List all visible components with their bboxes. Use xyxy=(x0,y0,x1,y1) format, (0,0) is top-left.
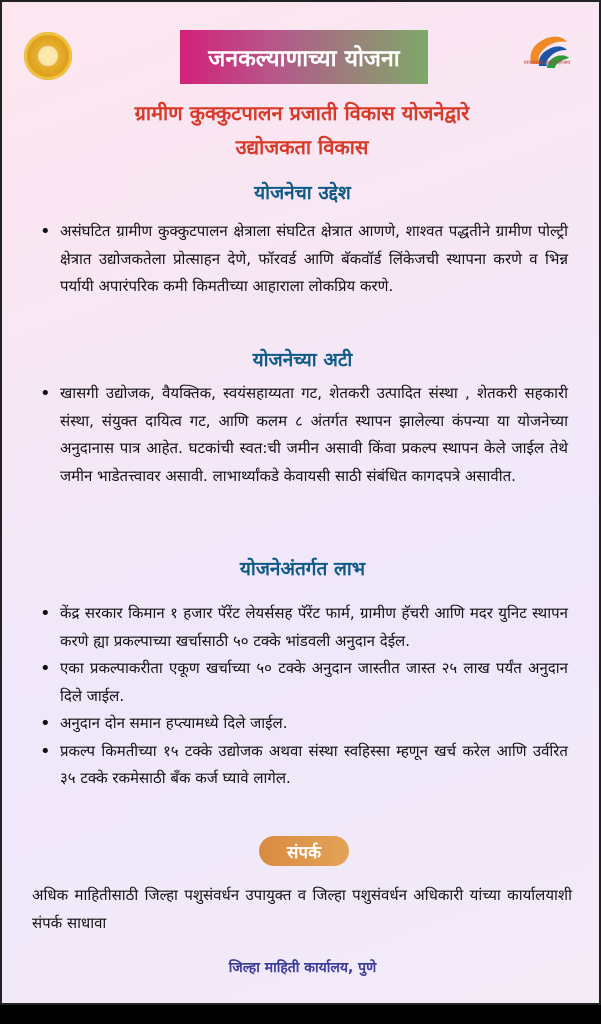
amrit-mahotsav-logo-icon xyxy=(517,24,577,76)
logo-caption: स्वातंत्र्याचा अमृत महोत्सव xyxy=(523,60,571,66)
title-line-2: उद्योजकता विकास xyxy=(235,135,369,159)
contact-label: संपर्क xyxy=(286,842,322,863)
page-title xyxy=(42,96,562,164)
contact-text: अधिक माहितीसाठी जिल्हा पशुसंवर्धन उपायुक्त व जिल्हा पशुसंवर्धन अधिकारी यांच्या कार्यालयाशी संपर्क साधावा xyxy=(32,886,572,932)
conditions-section xyxy=(38,380,568,490)
benefit-item: • केंद्र सरकार किमान १ हजार पॅरेंट लेयर्ससह पॅरेंट फार्म, ग्रामीण हॅचरी आणि मदर युनिट स्थापन करणे ह्या प्रकल्पाच्या खर्चासाठी ५० टक्के भांडवली अनुदान देईल. xyxy=(38,600,568,655)
benefit-item: • अनुदान दोन समान हप्त्यामध्ये दिले जाईल. xyxy=(38,710,568,738)
benefits-list xyxy=(38,600,568,793)
conditions-heading: योजनेच्या अटी xyxy=(252,349,353,371)
benefits-heading: योजनेअंतर्गत लाभ xyxy=(239,558,366,580)
footer-office: जिल्हा माहिती कार्यालय, पुणे xyxy=(228,960,377,976)
objective-text: • असंघटित ग्रामीण कुक्कुटपालन क्षेत्राला संघटित क्षेत्रात आणणे, शाश्वत पद्धतीने ग्रामीण पोल्ट्री क्षेत्रात उद्योजकतेला प्रोत्साहन देणे, फॉरवर्ड आणि बॅकवॉर्ड लिंकेजची स्थापना करणे व भिन्न पर्यायी अपारंपरिक कमी किमतीच्या आहाराला लोकप्रिय करणे. xyxy=(38,218,568,301)
title-line-1: ग्रामीण कुक्कुटपालन प्रजाती विकास योजनेद्वारे xyxy=(134,101,470,125)
benefit-item: • एका प्रकल्पाकरीता एकूण खर्चाच्या ५० टक्के अनुदान जास्तीत जास्त २५ लाख पर्यंत अनुदान दिले जाईल. xyxy=(38,655,568,710)
conditions-text: • खासगी उद्योजक, वैयक्तिक, स्वयंसहाय्यता गट, शेतकरी उत्पादित संस्था , शेतकरी सहकारी संस्था, संयुक्त दायित्व गट, आणि कलम ८ अंतर्गत स्थापन झालेल्या कंपन्या या योजनेच्या अनुदानास पात्र आहेत. घटकांची स्वत:ची जमीन असावी किंवा प्रकल्प स्थापन केले जाईल तेथे जमीन भाडेतत्त्वावर असावी. लाभार्थ्यांकडे केवायसी साठी संबंधित कागदपत्रे असावीत. xyxy=(38,380,568,490)
objective-section xyxy=(38,218,568,301)
banner-title: जनकल्याणाच्या योजना xyxy=(208,46,400,72)
banner xyxy=(180,30,428,84)
maharashtra-emblem-icon xyxy=(24,32,72,80)
benefit-item: • प्रकल्प किमतीच्या १५ टक्के उद्योजक अथवा संस्था स्वहिस्सा म्हणून खर्च करेल आणि उर्वरित ३५ टक्के रकमेसाठी बँक कर्ज घ्यावे लागेल. xyxy=(38,738,568,793)
objective-heading: योजनेचा उद्देश xyxy=(254,182,351,204)
contact-badge xyxy=(259,836,349,866)
